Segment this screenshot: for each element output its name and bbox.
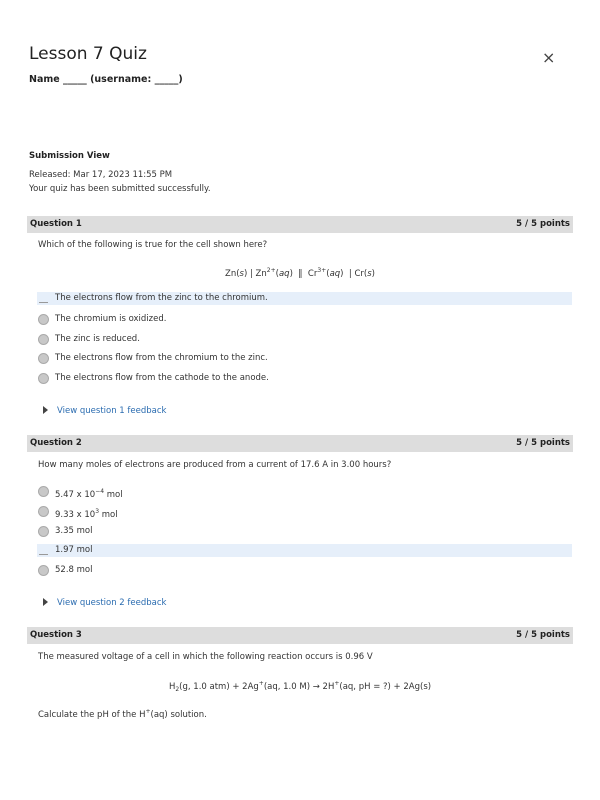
question-2-option-3[interactable]: 3.35 mol xyxy=(37,525,572,538)
question-label: Question 2 xyxy=(30,438,82,448)
question-1-option-3[interactable]: The zinc is reduced. xyxy=(37,333,572,346)
radio-icon[interactable] xyxy=(38,334,49,345)
question-3-ask: Calculate the pH of the H+(aq) solution. xyxy=(38,708,207,720)
question-1-header xyxy=(27,216,573,233)
name-line: Name _____ (username: _____) xyxy=(29,74,183,85)
question-2-option-1[interactable]: 5.47 x $10^{-4}$ mol xyxy=(37,485,572,498)
question-1-cell-notation: Zn(s) | $Zn^{2+}(aq)$ ‖ $Cr^{3+}(aq)$ | Cr(s) xyxy=(225,267,375,279)
page-title: Lesson 7 Quiz xyxy=(29,44,147,64)
question-points: 5 / 5 points xyxy=(516,630,570,640)
question-2-header xyxy=(27,435,573,452)
radio-icon[interactable] xyxy=(38,565,49,576)
question-3-header xyxy=(27,627,573,644)
question-2-feedback-link[interactable]: View question 2 feedback xyxy=(43,598,166,608)
expand-triangle-icon xyxy=(43,406,48,414)
question-points: 5 / 5 points xyxy=(516,438,570,448)
radio-icon[interactable] xyxy=(38,486,49,497)
radio-icon[interactable] xyxy=(38,526,49,537)
radio-icon[interactable] xyxy=(38,506,49,517)
question-1-prompt: Which of the following is true for the cell shown here? xyxy=(38,240,268,250)
expand-triangle-icon xyxy=(43,598,48,606)
question-label: Question 3 xyxy=(30,630,82,640)
question-2-option-4[interactable]: 1.97 mol xyxy=(37,544,572,557)
radio-icon[interactable] xyxy=(38,373,49,384)
submission-view-heading: Submission View xyxy=(29,151,110,161)
question-2-prompt: How many moles of electrons are produced from a current of 17.6 A in 3.00 hours? xyxy=(38,460,392,470)
radio-selected-icon[interactable] xyxy=(39,546,48,555)
close-icon[interactable]: × xyxy=(542,48,556,67)
question-3-reaction: $H_2(g$, 1.0 atm) + 2Ag+(aq, 1.0 M) → 2H+(aq, pH = ?) + 2Ag(s) xyxy=(168,680,432,693)
radio-icon[interactable] xyxy=(38,353,49,364)
question-points: 5 / 5 points xyxy=(516,219,570,229)
submission-status: Your quiz has been submitted successfully. xyxy=(29,184,211,194)
question-label: Question 1 xyxy=(30,219,82,229)
radio-icon[interactable] xyxy=(38,314,49,325)
released-date: Released: Mar 17, 2023 11:55 PM xyxy=(29,170,173,180)
question-1-option-2[interactable]: The chromium is oxidized. xyxy=(37,313,572,326)
question-2-option-2[interactable]: 9.33 x $10^3$ mol xyxy=(37,505,572,518)
question-2-option-5[interactable]: 52.8 mol xyxy=(37,564,572,577)
question-1-option-5[interactable]: The electrons flow from the cathode to the anode. xyxy=(37,372,572,385)
radio-selected-icon[interactable] xyxy=(39,294,48,303)
question-1-feedback-link[interactable]: View question 1 feedback xyxy=(43,406,166,416)
question-3-prompt: The measured voltage of a cell in which the following reaction occurs is 0.96 V xyxy=(38,652,373,662)
question-1-option-4[interactable]: The electrons flow from the chromium to the zinc. xyxy=(37,352,572,365)
question-1-option-1[interactable]: The electrons flow from the zinc to the chromium. xyxy=(37,292,572,305)
